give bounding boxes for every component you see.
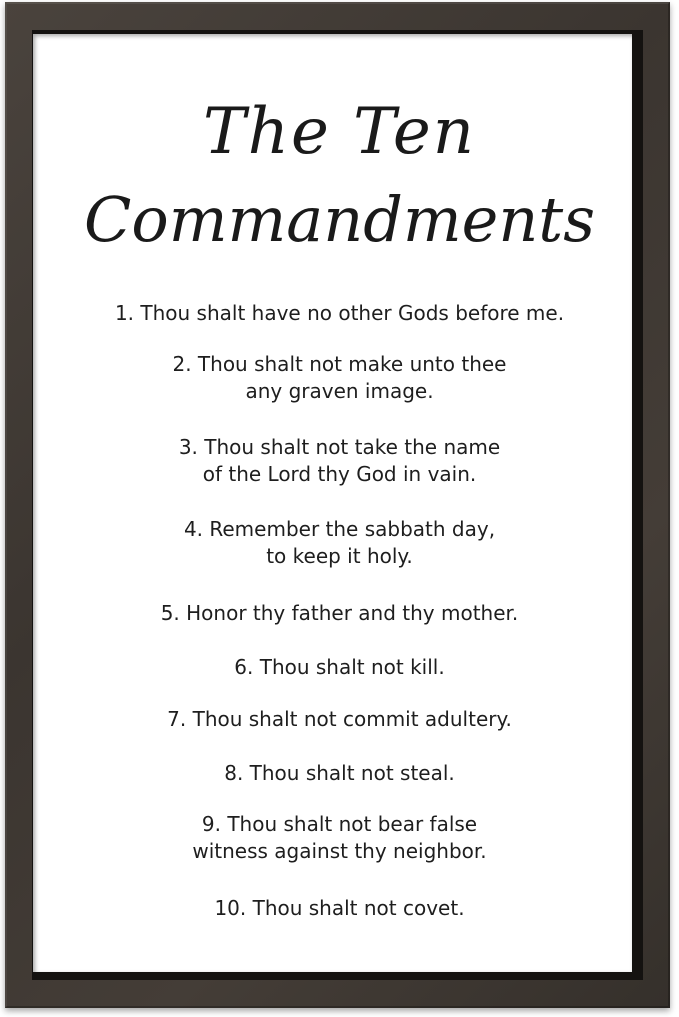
commandment-line: 2. Thou shalt not make unto thee [172,352,507,376]
commandment-line: 10. Thou shalt not covet. [214,896,465,920]
commandment-line: any graven image. [245,379,434,403]
commandment-line: 6. Thou shalt not kill. [234,655,445,679]
commandment-6 [0,654,679,681]
commandment-line: 1. Thou shalt have no other Gods before me. [114,301,565,325]
commandment-line: of the Lord thy God in vain. [202,462,477,486]
commandment-line: 9. Thou shalt not bear false [201,812,478,836]
commandment-1 [0,300,679,327]
commandment-line: 3. Thou shalt not take the name [178,435,501,459]
commandment-line: to keep it holy. [266,544,413,568]
commandment-8 [0,760,679,787]
commandment-5 [0,600,679,627]
commandment-2 [0,351,679,405]
commandment-7 [0,706,679,733]
commandment-4 [0,516,679,570]
commandment-line: 4. Remember the sabbath day, [183,517,496,541]
commandment-line: 8. Thou shalt not steal. [224,761,455,785]
commandment-line: 5. Honor thy father and thy mother. [160,601,519,625]
commandment-10 [0,895,679,922]
commandment-9 [0,811,679,865]
poster-title-line-1: The Ten [203,95,476,169]
poster-title-line-2: Commandments [83,183,596,256]
commandment-3 [0,434,679,488]
commandment-line: witness against thy neighbor. [192,839,487,863]
commandment-line: 7. Thou shalt not commit adultery. [167,707,512,731]
